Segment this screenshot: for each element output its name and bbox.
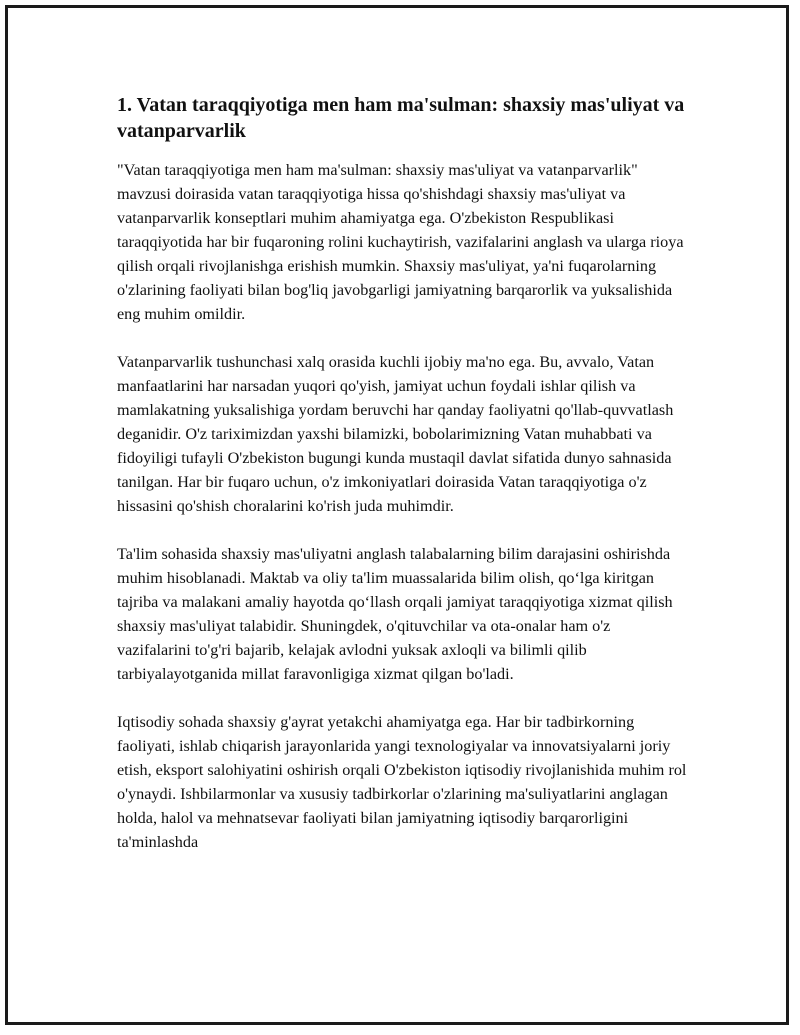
paragraph-3: Ta'lim sohasida shaxsiy mas'uliyatni anglash talabalarning bilim darajasini oshirishda muhim hisoblanadi. Maktab va oliy ta'lim muassalarida bilim olish, qo‘lga kiritgan tajriba va malakani amaliy hayotda qo‘llash orqali jamiyat taraqqiyotiga xizmat qilish shaxsiy mas'uliyat talabidir. Shuningdek, o'qituvchilar va ota-onalar ham o'z vazifalarini to'g'ri bajarib, kelajak avlodni yuksak axloqli va bilimli qilib tarbiyalayotganida millat faravonligiga xizmat qilgan bo'ladi. <box>117 545 673 683</box>
document-body <box>117 92 687 878</box>
paragraph-1: "Vatan taraqqiyotiga men ham ma'sulman: shaxsiy mas'uliyat va vatanparvarlik" mavzusi doirasida vatan taraqqiyotiga hissa qo'shishdagi shaxsiy mas'uliyat va vatanparvarlik konseptlari muhim ahamiyatga ega. O'zbekiston Respublikasi taraqqiyotida har bir fuqaroning rolini kuchaytirish, vazifalarini anglash va ularga rioya qilish orqali rivojlanishga erishish mumkin. Shaxsiy mas'uliyat, ya'ni fuqarolarning o'zlarining faoliyati bilan bog'liq javobgarligi jamiyatning barqarorlik va yuksalishida eng muhim omildir. <box>117 161 684 323</box>
paragraph-2: Vatanparvarlik tushunchasi xalq orasida kuchli ijobiy ma'no ega. Bu, avvalo, Vatan manfaatlarini har narsadan yuqori qo'yish, jamiyat uchun foydali ishlar qilish va mamlakatning yuksalishiga yordam beruvchi har qanday faoliyatni qo'llab-quvvatlash deganidir. O'z tariximizdan yaxshi bilamizki, bobolarimizning Vatan muhabbati va fidoyiligi tufayli O'zbekiston bugungi kunda mustaqil davlat sifatida dunyo sahnasida tanilgan. Har bir fuqaro uchun, o'z imkoniyatlari doirasida Vatan taraqqiyotiga o'z hissasini qo'shish choralarini ko'rish juda muhimdir. <box>117 353 674 515</box>
paragraph-4: Iqtisodiy sohada shaxsiy g'ayrat yetakchi ahamiyatga ega. Har bir tadbirkorning faoliyati, ishlab chiqarish jarayonlarida yangi texnologiyalar va innovatsiyalarni joriy etish, eksport salohiyatini oshirish orqali O'zbekiston iqtisodiy rivojlanishida muhim rol o'ynaydi. Ishbilarmonlar va xususiy tadbirkorlar o'zlarining ma'suliyatlarini anglagan holda, halol va mehnatsevar faoliyati bilan jamiyatning iqtisodiy barqarorligini ta'minlashda <box>117 713 687 851</box>
document-title: 1. Vatan taraqqiyotiga men ham ma'sulman: shaxsiy mas'uliyat va vatanparvarlik <box>117 94 685 142</box>
